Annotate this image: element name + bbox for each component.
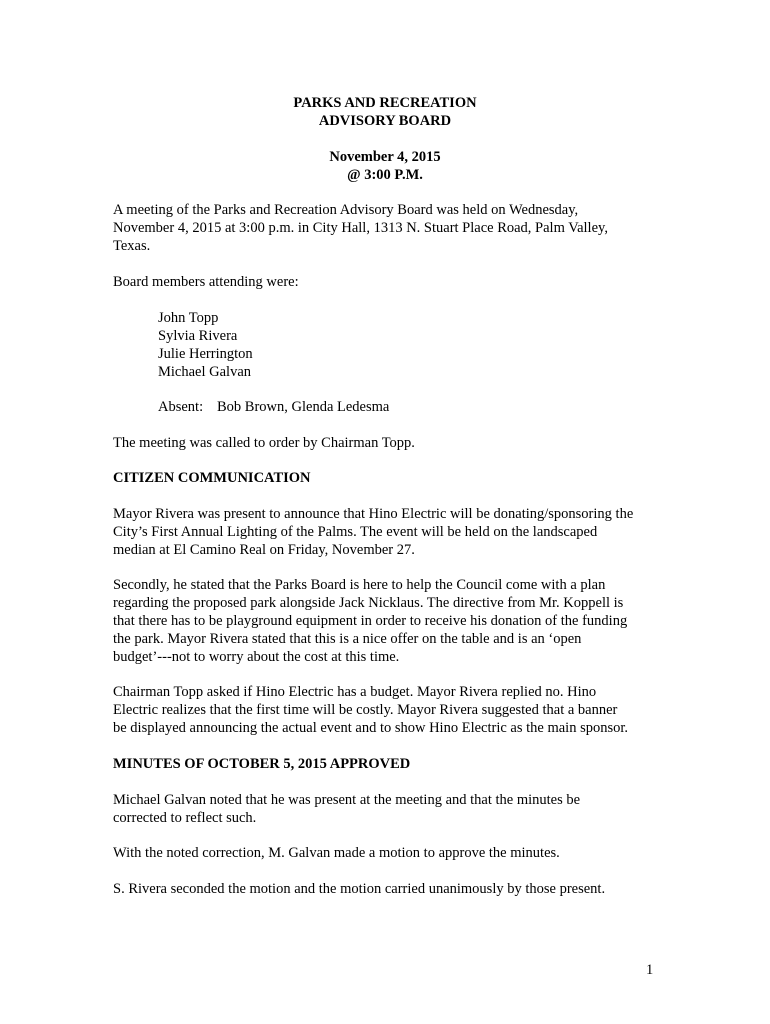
minutes-paragraph-1 [113,791,673,827]
absent-label: Absent: [158,399,204,415]
paragraph-line: be displayed announcing the actual event and to show Hino Electric as the main sponsor. [113,720,629,736]
paragraph-line: corrected to reflect such. [113,810,257,826]
section-heading-citizen-communication: CITIZEN COMMUNICATION [113,470,311,486]
paragraph-line: budget’---not to worry about the cost at this time. [113,649,400,665]
meeting-datetime [0,148,770,184]
paragraph-line: Chairman Topp asked if Hino Electric has a budget. Mayor Rivera replied no. Hino [113,684,597,700]
org-name-line1: PARKS AND RECREATION [293,95,477,111]
minutes-paragraph-2: With the noted correction, M. Galvan made a motion to approve the minutes. [113,845,560,861]
section-heading-minutes: MINUTES OF OCTOBER 5, 2015 APPROVED [113,756,411,772]
intro-line: Texas. [113,238,151,254]
absent-names: Bob Brown, Glenda Ledesma [217,399,390,415]
paragraph-line: that there has to be playground equipment in order to receive his donation of the funding [113,613,628,629]
meeting-time: @ 3:00 P.M. [347,167,423,183]
paragraph-line: City’s First Annual Lighting of the Palms. The event will be held on the landscaped [113,524,598,540]
page-number: 1 [646,962,654,978]
member-name: Julie Herrington [158,346,253,362]
intro-paragraph [113,201,673,255]
intro-line: November 4, 2015 at 3:00 p.m. in City Hall, 1313 N. Stuart Place Road, Palm Valley, [113,220,608,236]
paragraph-line: Secondly, he stated that the Parks Board is here to help the Council come with a plan [113,577,606,593]
member-list [158,309,608,381]
attendance-label: Board members attending were: [113,274,299,290]
document-title [0,94,770,130]
paragraph-line: median at El Camino Real on Friday, November 27. [113,542,415,558]
intro-line: A meeting of the Parks and Recreation Advisory Board was held on Wednesday, [113,202,579,218]
member-name: Michael Galvan [158,364,252,380]
paragraph-line: Mayor Rivera was present to announce that Hino Electric will be donating/sponsoring the [113,506,634,522]
minutes-paragraph-3: S. Rivera seconded the motion and the motion carried unanimously by those present. [113,881,606,897]
citizen-paragraph-1 [113,505,673,559]
call-to-order: The meeting was called to order by Chairman Topp. [113,435,415,451]
paragraph-line: the park. Mayor Rivera stated that this is a nice offer on the table and is an ‘open [113,631,582,647]
org-name-line2: ADVISORY BOARD [318,113,452,129]
absent-line [158,398,608,416]
paragraph-line: Electric realizes that the first time will be costly. Mayor Rivera suggested that a banner [113,702,618,718]
meeting-date: November 4, 2015 [329,149,441,165]
paragraph-line: regarding the proposed park alongside Jack Nicklaus. The directive from Mr. Koppell is [113,595,624,611]
citizen-paragraph-2 [113,576,673,666]
citizen-paragraph-3 [113,683,673,737]
member-name: Sylvia Rivera [158,328,238,344]
paragraph-line: Michael Galvan noted that he was present at the meeting and that the minutes be [113,792,581,808]
member-name: John Topp [158,310,219,326]
